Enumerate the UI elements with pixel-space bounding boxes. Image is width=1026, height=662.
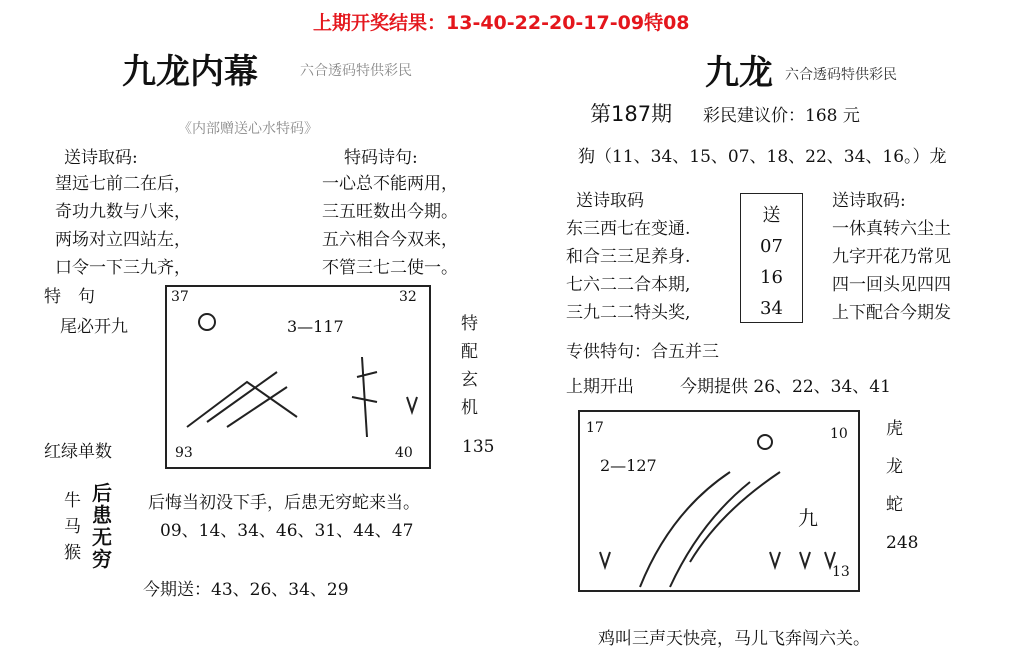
dog-dragon-numbers: 狗（11、34、15、07、18、22、34、16。）龙 — [578, 147, 947, 167]
last-drawn: 上期开出 — [566, 377, 634, 397]
poem-line: 不管三七二使一。 — [322, 258, 458, 278]
img-char: 九 — [798, 506, 818, 530]
img-text: 3—117 — [287, 317, 344, 336]
box-item: 送 — [762, 205, 781, 226]
right-side-text — [886, 410, 926, 562]
wei-bi-kai-jiu: 尾必开九 — [60, 317, 128, 337]
img-num: 93 — [175, 445, 193, 461]
side-char: 机 — [461, 398, 478, 418]
poem-line: 三五旺数出今期。 — [322, 202, 458, 222]
side-text — [461, 310, 481, 422]
r-left-poem — [566, 215, 746, 327]
left-bracket-title: 《内部赠送心水特码》 — [178, 121, 318, 137]
r-poem-head-right: 送诗取码: — [832, 191, 906, 211]
hint-numbers: 09、14、34、46、31、44、47 — [160, 521, 414, 541]
side-char: 配 — [461, 342, 478, 362]
img-num: 10 — [830, 426, 848, 442]
left-title: 九龙内幕 — [122, 52, 258, 92]
side-char: 蛇 — [886, 495, 903, 515]
v-char: 患 — [92, 503, 112, 527]
img-num: 32 — [399, 289, 417, 305]
poem-line: 两场对立四站左， — [55, 230, 191, 250]
poem-line: 九字开花乃常见 — [832, 247, 951, 267]
r-right-poem — [832, 215, 1012, 327]
poem-line: 口令一下三九齐， — [55, 258, 191, 278]
side-char: 龙 — [886, 457, 903, 477]
side-char: 特 — [461, 314, 478, 334]
poem-line: 上下配合今期发 — [832, 303, 951, 323]
img-num: 17 — [586, 420, 604, 436]
poem-line: 望远七前二在后， — [55, 174, 191, 194]
send-box — [740, 193, 803, 323]
animals — [64, 488, 84, 566]
poem-line: 四一回头见四四 — [832, 275, 951, 295]
riddle-drawing — [167, 287, 429, 467]
poem-line: 一心总不能两用， — [322, 174, 458, 194]
poem-line: 和合三三足养身. — [566, 247, 691, 267]
right-poem — [322, 170, 502, 282]
hint-line-1: 后悔当初没下手，后患无穷蛇来当。 — [148, 493, 420, 513]
last-result-banner: 上期开奖结果：13-40-22-20-17-09特08 — [313, 12, 690, 34]
img-num: 40 — [395, 445, 413, 461]
left-riddle-image — [165, 285, 431, 469]
poem-head-right: 特码诗句: — [344, 148, 418, 168]
box-item: 16 — [760, 267, 783, 288]
right-subtitle: 六合透码特供彩民 — [785, 67, 897, 83]
v-char: 穷 — [92, 547, 112, 571]
left-poem — [55, 170, 255, 282]
img-num: 13 — [832, 564, 850, 580]
box-item: 07 — [760, 236, 783, 257]
issue-number: 第187期 — [590, 102, 673, 126]
poem-line: 三九二二特头奖, — [566, 303, 691, 323]
box-item: 34 — [760, 298, 783, 319]
poem-line: 东三西七在变通. — [566, 219, 691, 239]
num-135: 135 — [462, 437, 495, 457]
side-char: 248 — [886, 533, 919, 553]
te-ju: 特 句 — [44, 287, 95, 307]
right-riddle-image — [578, 410, 860, 592]
v-char: 无 — [92, 525, 112, 549]
footer-poem: 鸡叫三声天快亮，马儿飞奔闯六关。 — [598, 629, 870, 649]
today-numbers: 今期送：43、26、34、29 — [143, 580, 349, 600]
r-poem-head-left: 送诗取码 — [576, 191, 644, 211]
poem-line: 一休真转六尘土 — [832, 219, 951, 239]
animal: 马 — [64, 517, 81, 537]
provide-numbers: 今期提供 26、22、34、41 — [680, 377, 891, 397]
hong-lv-dan-shu: 红绿单数 — [44, 442, 112, 462]
riddle-drawing — [580, 412, 858, 590]
poem-line: 七六二二合本期, — [566, 275, 691, 295]
img-text: 2—127 — [600, 456, 657, 475]
poem-line: 五六相合今双来， — [322, 230, 458, 250]
side-char: 玄 — [461, 370, 478, 390]
price: 彩民建议价：168 元 — [703, 106, 860, 126]
side-char: 虎 — [886, 419, 903, 439]
animal: 牛 — [64, 491, 81, 511]
vertical-text — [92, 482, 116, 570]
animal: 猴 — [64, 543, 81, 563]
left-subtitle: 六合透码特供彩民 — [300, 63, 412, 79]
right-title: 九龙 — [705, 53, 773, 93]
poem-head-left: 送诗取码: — [64, 148, 138, 168]
special-phrase: 专供特句：合五并三 — [566, 342, 719, 362]
poem-line: 奇功九数与八来， — [55, 202, 191, 222]
img-num: 37 — [171, 289, 189, 305]
v-char: 后 — [92, 481, 112, 505]
